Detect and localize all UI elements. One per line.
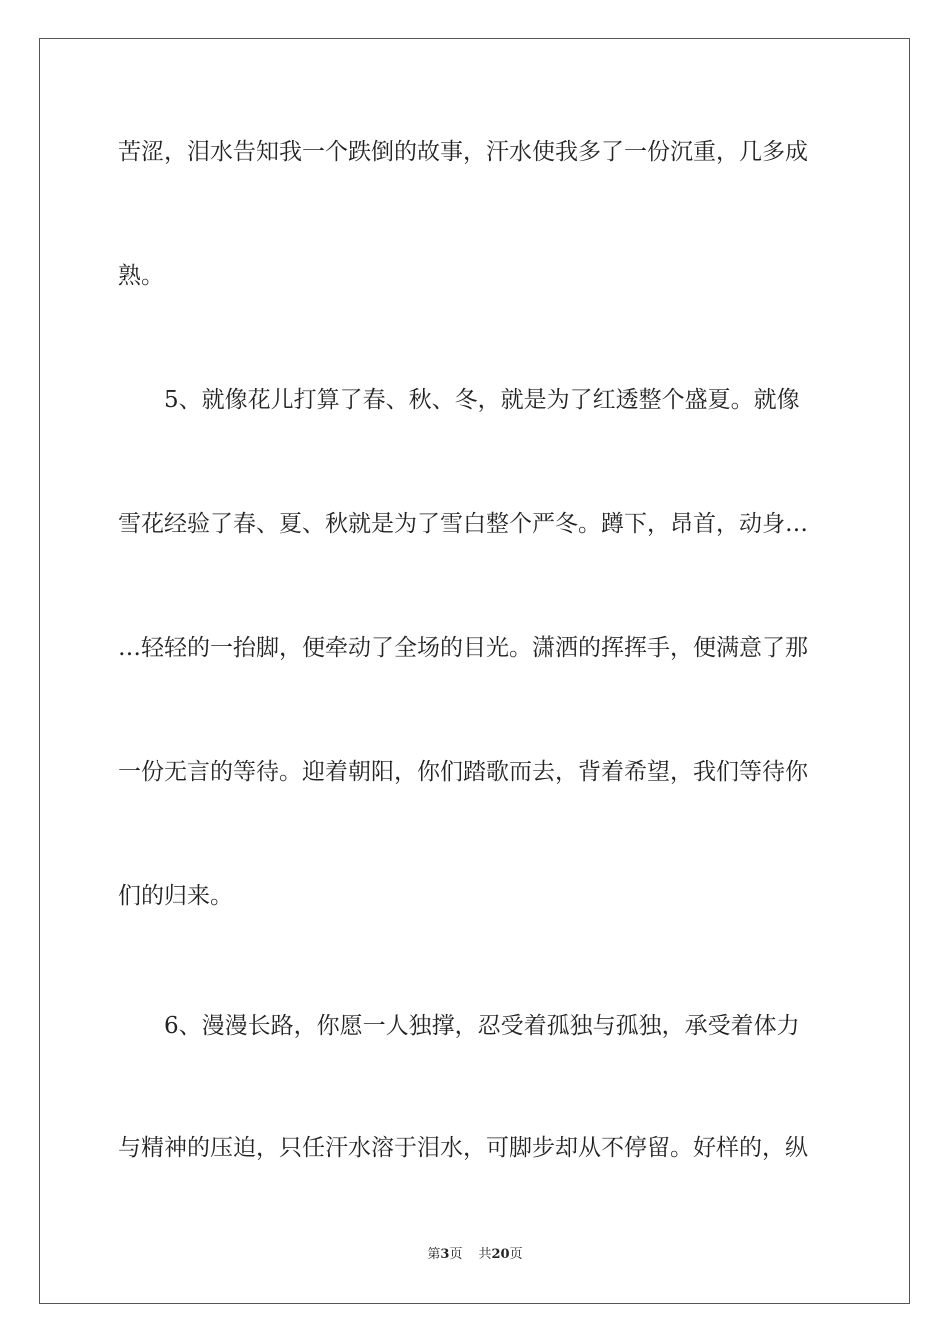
total-prefix: 共 (478, 1247, 492, 1262)
page-number: 3 (440, 1247, 450, 1262)
page-suffix: 页 (449, 1247, 463, 1262)
total-suffix: 页 (509, 1247, 523, 1262)
text-line: 熟。 (118, 263, 164, 289)
paragraph-first-line: 6、漫漫长路，你愿一人独撑，忍受着孤独与孤独，承受着体力 (164, 1013, 800, 1039)
text-line: 苦涩，泪水告知我一个跌倒的故事，汗水使我多了一份沉重，几多成 (118, 139, 808, 165)
page-total: 20 (491, 1247, 510, 1262)
text-line: 一份无言的等待。迎着朝阳，你们踏歌而去，背着希望，我们等待你 (118, 759, 808, 785)
text-line: …轻轻的一抬脚，便牵动了全场的目光。潇洒的挥挥手，便满意了那 (118, 635, 808, 661)
text-line: 雪花经验了春、夏、秋就是为了雪白整个严冬。蹲下，昂首，动身… (118, 511, 808, 537)
text-line: 们的归来。 (118, 883, 233, 909)
paragraph-first-line: 5、就像花儿打算了春、秋、冬，就是为了红透整个盛夏。就像 (164, 387, 800, 413)
page-frame (39, 38, 910, 1304)
text-line: 与精神的压迫，只任汗水溶于泪水，可脚步却从不停留。好样的，纵 (118, 1135, 808, 1161)
page-footer (0, 1246, 950, 1264)
page-prefix: 第 (427, 1247, 441, 1262)
